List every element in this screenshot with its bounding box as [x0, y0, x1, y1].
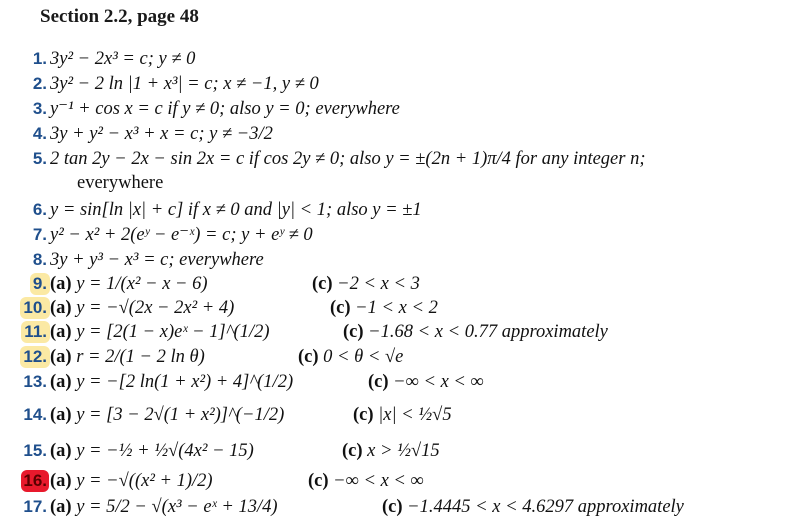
answer-5-continuation: everywhere: [77, 173, 164, 193]
part-c-label: (c): [382, 497, 403, 517]
answer-number-highlighted: 12.: [20, 346, 50, 368]
answer-number-highlighted: 11.: [21, 321, 50, 343]
part-a-text: y = −√(2x − 2x² + 4): [76, 298, 235, 318]
part-c: [353, 404, 452, 426]
part-a-label: (a): [50, 322, 72, 342]
answer-number: 3.: [32, 99, 47, 118]
answer-number: 15.: [23, 441, 47, 460]
answer-1: [32, 48, 196, 70]
part-a-label: (a): [50, 471, 72, 491]
part-a-text: y = 5/2 − √(x³ − eˣ + 13/4): [76, 497, 278, 517]
part-c-text: |x| < ½√5: [378, 405, 452, 425]
part-c: [312, 273, 420, 295]
answer-number-highlighted: 9.: [30, 273, 50, 295]
part-c-text: −∞ < x < ∞: [333, 471, 424, 491]
answer-number: 5.: [32, 149, 47, 168]
answer-4: [32, 123, 273, 145]
answer-8: [32, 249, 264, 271]
part-c-text: −1.4445 < x < 4.6297 approximately: [407, 497, 684, 517]
part-c-label: (c): [343, 322, 364, 342]
part-a-label: (a): [50, 441, 72, 461]
part-c: [298, 346, 403, 368]
answer-17: [23, 496, 684, 518]
part-c: [343, 321, 608, 343]
answer-6: [32, 199, 422, 221]
answer-text: y⁻¹ + cos x = c if y ≠ 0; also y = 0; everywhere: [50, 99, 400, 119]
part-c: [368, 371, 484, 393]
answer-number: 13.: [23, 372, 47, 391]
part-a-label: (a): [50, 372, 72, 392]
answer-text: 3y² − 2x³ = c; y ≠ 0: [50, 49, 196, 69]
answer-number-highlighted: 10.: [20, 297, 50, 319]
answer-2: [32, 73, 319, 95]
answer-13: [23, 371, 484, 393]
part-c-label: (c): [312, 274, 333, 294]
answer-number: 1.: [32, 49, 47, 68]
answer-14: [23, 404, 452, 426]
part-a-label: (a): [50, 347, 72, 367]
part-a-text: y = −[2 ln(1 + x²) + 4]^(1/2): [76, 372, 294, 392]
part-c-text: −∞ < x < ∞: [393, 372, 484, 392]
answer-number-highlighted-red: 16.: [23, 471, 47, 490]
section-heading: Section 2.2, page 48: [40, 6, 199, 27]
answer-number: 8.: [32, 250, 47, 269]
answer-number: 17.: [23, 497, 47, 516]
part-a-text: y = 1/(x² − x − 6): [76, 274, 208, 294]
answer-text: 3y + y³ − x³ = c; everywhere: [50, 250, 264, 270]
part-a-text: y = [2(1 − x)eˣ − 1]^(1/2): [76, 322, 270, 342]
answer-16: [23, 470, 424, 492]
answer-text: y² − x² + 2(eʸ − e⁻ˣ) = c; y + eʸ ≠ 0: [50, 225, 313, 245]
part-c-text: −2 < x < 3: [337, 274, 420, 294]
answer-number: 2.: [32, 74, 47, 93]
part-a-text: r = 2/(1 − 2 ln θ): [76, 347, 205, 367]
part-c-text: −1 < x < 2: [355, 298, 438, 318]
answer-5: [32, 148, 646, 170]
answer-12: [23, 346, 404, 368]
part-c-label: (c): [298, 347, 319, 367]
answer-7: [32, 224, 313, 246]
part-c-text: 0 < θ < √e: [323, 347, 404, 367]
answer-text: y = sin[ln |x| + c] if x ≠ 0 and |y| < 1; also y = ±1: [50, 200, 422, 220]
answer-9: [32, 273, 420, 295]
answer-10: [23, 297, 438, 319]
answer-text: 3y + y² − x³ + x = c; y ≠ −3/2: [50, 124, 273, 144]
answer-number: 14.: [23, 405, 47, 424]
answer-number: 6.: [32, 200, 47, 219]
answer-number: 7.: [32, 225, 47, 244]
answer-text: 2 tan 2y − 2x − sin 2x = c if cos 2y ≠ 0; also y = ±(2n + 1)π/4 for any integer n;: [50, 149, 646, 169]
part-c: [308, 470, 424, 492]
part-c: [342, 440, 440, 462]
part-c-text: −1.68 < x < 0.77 approximately: [368, 322, 608, 342]
part-c-label: (c): [353, 405, 374, 425]
part-c-label: (c): [330, 298, 351, 318]
answer-text: 3y² − 2 ln |1 + x³| = c; x ≠ −1, y ≠ 0: [50, 74, 319, 94]
part-c-text: x > ½√15: [367, 441, 440, 461]
answer-3: [32, 98, 400, 120]
part-c-label: (c): [368, 372, 389, 392]
part-a-text: y = −√((x² + 1)/2): [76, 471, 213, 491]
part-a-label: (a): [50, 274, 72, 294]
part-a-label: (a): [50, 497, 72, 517]
part-c-label: (c): [342, 441, 363, 461]
answer-number: 4.: [32, 124, 47, 143]
part-a-label: (a): [50, 298, 72, 318]
part-a-label: (a): [50, 405, 72, 425]
answer-15: [23, 440, 440, 462]
part-c-label: (c): [308, 471, 329, 491]
part-a-text: y = [3 − 2√(1 + x²)]^(−1/2): [76, 405, 285, 425]
answer-11: [24, 321, 608, 343]
part-c: [382, 496, 684, 518]
part-a-text: y = −½ + ½√(4x² − 15): [76, 441, 254, 461]
part-c: [330, 297, 438, 319]
